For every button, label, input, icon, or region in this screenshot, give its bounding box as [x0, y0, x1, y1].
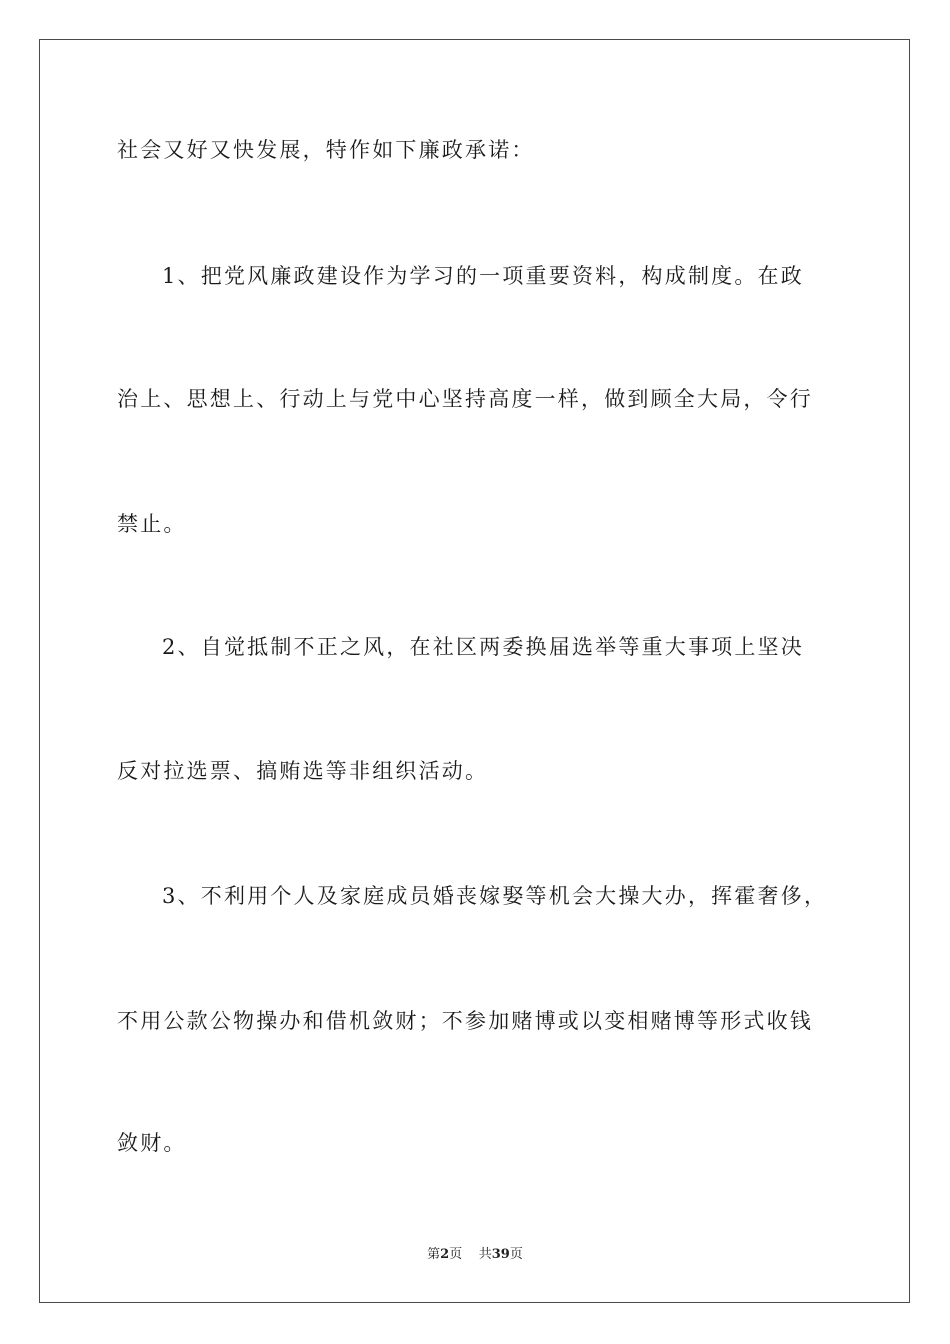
paragraph-line: 2、自觉抵制不正之风，在社区两委换届选举等重大事项上坚决 — [162, 635, 804, 659]
page-suffix: 页 — [449, 1247, 463, 1262]
total-suffix: 页 — [509, 1247, 523, 1262]
paragraph-line: 不用公款公物操办和借机敛财；不参加赌博或以变相赌博等形式收钱 — [117, 1009, 813, 1033]
page-prefix: 第 — [427, 1247, 441, 1262]
paragraph-line: 3、不利用个人及家庭成员婚丧嫁娶等机会大操大办，挥霍奢侈， — [162, 884, 828, 908]
paragraph-line: 社会又好又快发展，特作如下廉政承诺： — [117, 138, 535, 162]
total-pages: 39 — [491, 1247, 510, 1262]
paragraph-line: 1、把党风廉政建设作为学习的一项重要资料，构成制度。在政 — [162, 264, 804, 288]
paragraph-line: 敛财。 — [117, 1131, 187, 1155]
page-border — [39, 39, 910, 1303]
paragraph-line: 禁止。 — [117, 512, 187, 536]
page-footer — [0, 1247, 950, 1263]
paragraph-line: 反对拉选票、搞贿选等非组织活动。 — [117, 759, 489, 783]
paragraph-line: 治上、思想上、行动上与党中心坚持高度一样，做到顾全大局，令行 — [117, 387, 813, 411]
total-prefix: 共 — [478, 1247, 492, 1262]
page-number: 2 — [440, 1247, 450, 1262]
